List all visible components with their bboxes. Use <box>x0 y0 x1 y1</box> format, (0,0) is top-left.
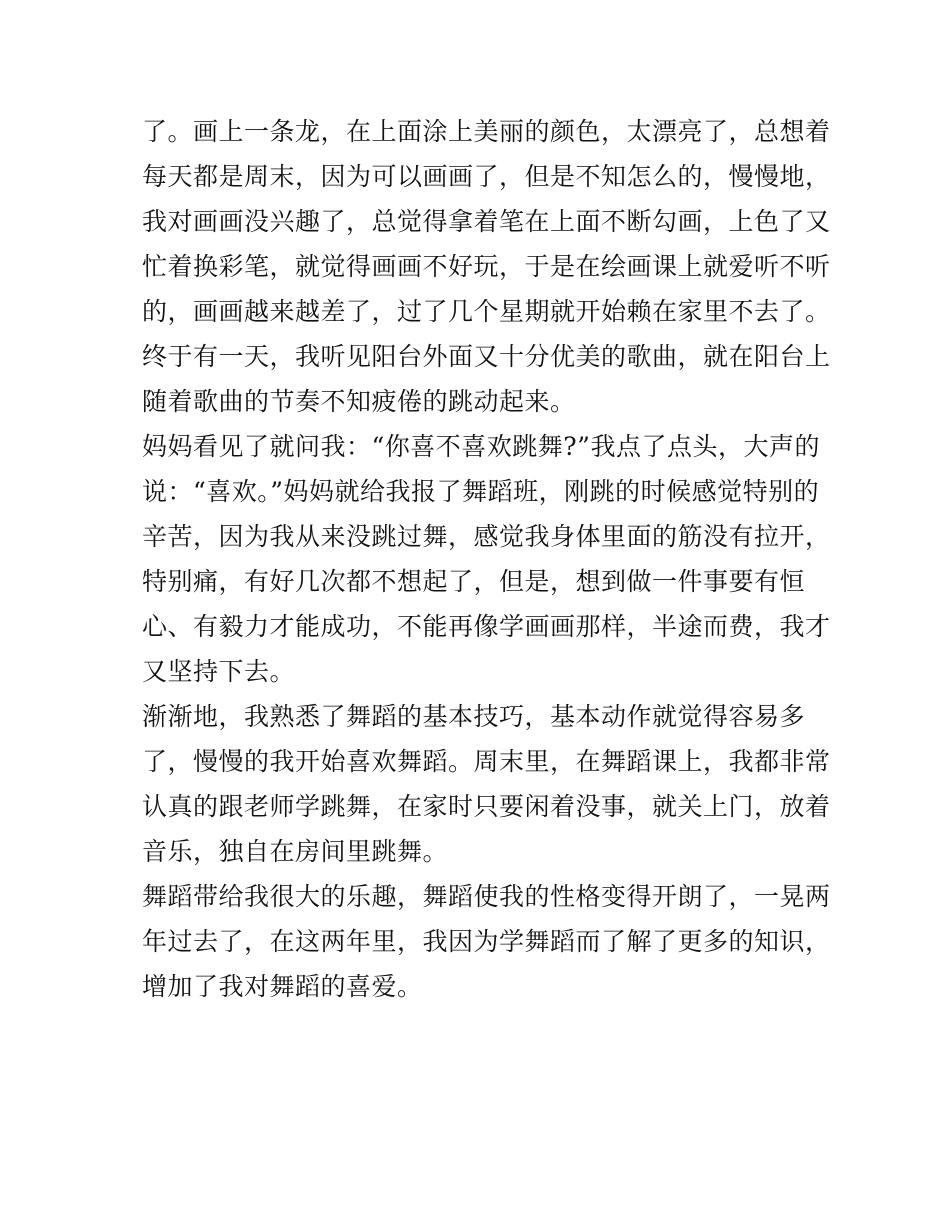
text-line: 终于有一天，我听见阳台外面又十分优美的歌曲，就在阳台上 <box>142 342 831 371</box>
text-line: 了，慢慢的我开始喜欢舞蹈。周末里，在舞蹈课上，我都非常 <box>142 747 831 776</box>
text-line: 渐渐地，我熟悉了舞蹈的基本技巧，基本动作就觉得容易多 <box>142 702 806 731</box>
text-line: 随着歌曲的节奏不知疲倦的跳动起来。 <box>142 387 576 416</box>
text-line: 又坚持下去。 <box>142 657 296 686</box>
text-line: 舞蹈带给我很大的乐趣，舞蹈使我的性格变得开朗了，一晃两 <box>142 882 831 911</box>
text-line: 的，画画越来越差了，过了几个星期就开始赖在家里不去了。 <box>142 297 831 326</box>
text-line: 忙着换彩笔，就觉得画画不好玩，于是在绘画课上就爱听不听 <box>142 252 831 281</box>
essay-body <box>142 109 831 1009</box>
text-line: 特别痛，有好几次都不想起了，但是，想到做一件事要有恒 <box>142 567 806 596</box>
text-line: 认真的跟老师学跳舞，在家时只要闲着没事，就关上门，放着 <box>142 792 831 821</box>
text-line: 妈妈看见了就问我：“你喜不喜欢跳舞?”我点了点头，大声的 <box>142 432 820 461</box>
text-line: 年过去了，在这两年里，我因为学舞蹈而了解了更多的知识， <box>142 927 831 956</box>
text-line: 音乐，独自在房间里跳舞。 <box>142 837 449 866</box>
text-line: 了。画上一条龙，在上面涂上美丽的颜色，太漂亮了，总想着 <box>142 117 831 146</box>
text-line: 增加了我对舞蹈的喜爱。 <box>142 972 423 1001</box>
text-line: 我对画画没兴趣了，总觉得拿着笔在上面不断勾画，上色了又 <box>142 207 831 236</box>
text-line: 辛苦，因为我从来没跳过舞，感觉我身体里面的筋没有拉开， <box>142 522 831 551</box>
text-line: 心、有毅力才能成功，不能再像学画画那样，半途而费，我才 <box>142 612 831 641</box>
text-line: 说：“喜欢。”妈妈就给我报了舞蹈班，刚跳的时候感觉特别的 <box>142 477 820 506</box>
text-line: 每天都是周末，因为可以画画了，但是不知怎么的，慢慢地， <box>142 162 831 191</box>
